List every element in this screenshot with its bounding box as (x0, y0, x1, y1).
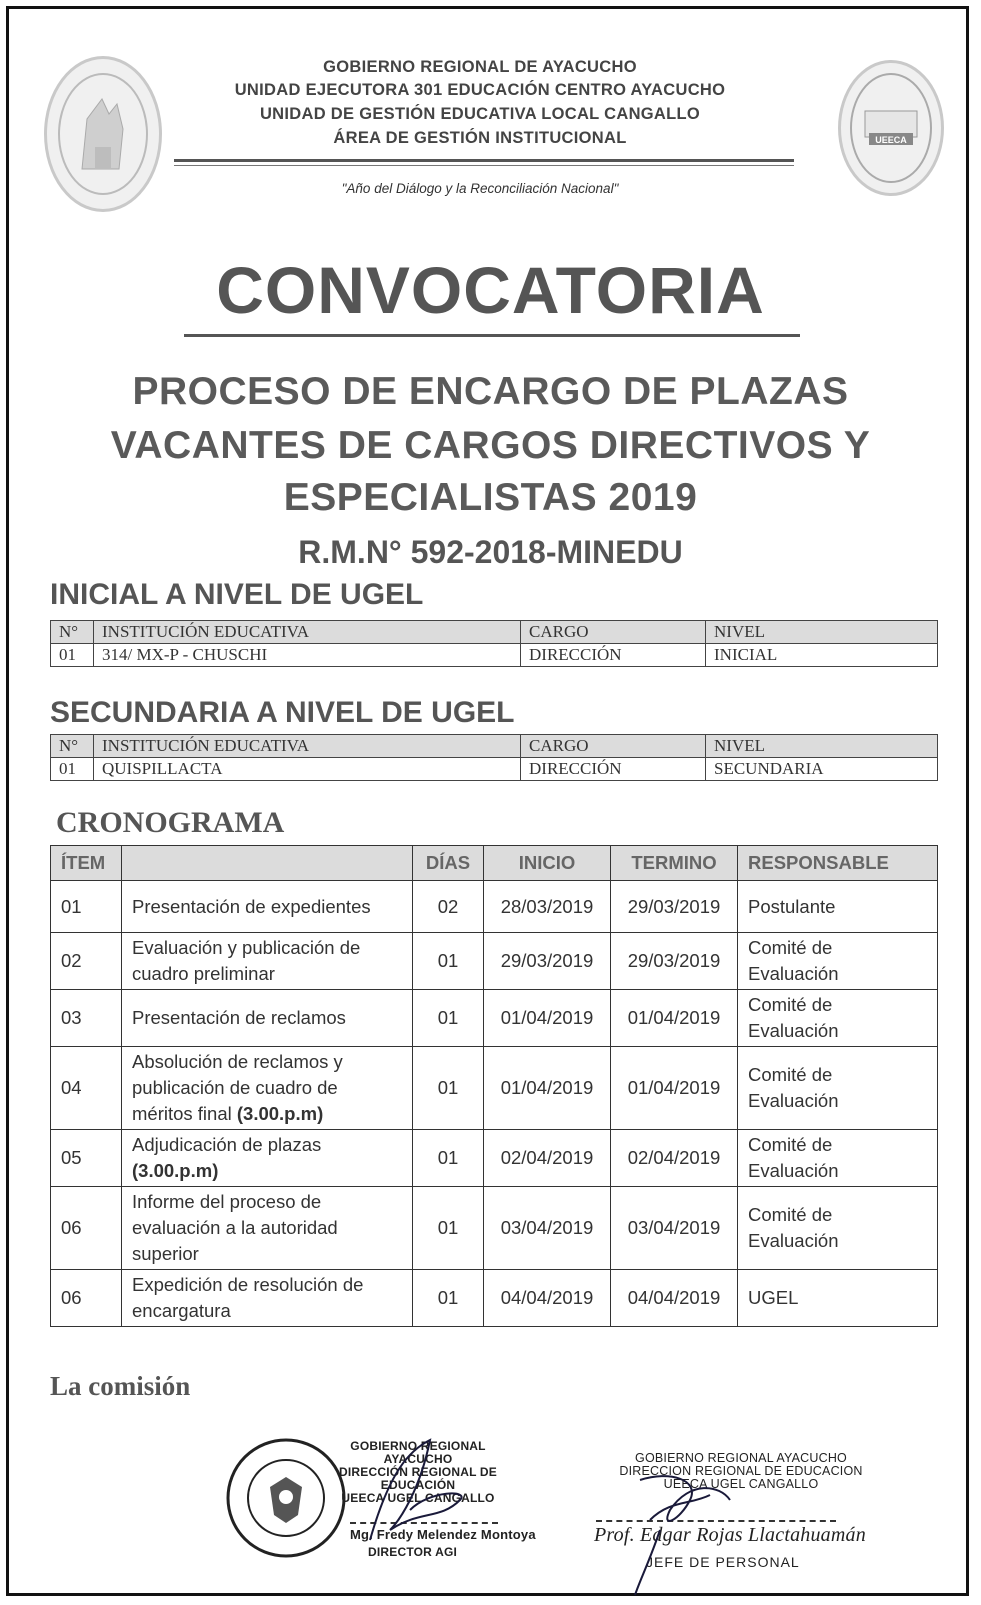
header-rule (174, 159, 794, 162)
regional-government-seal (44, 56, 162, 212)
cell-start: 01/04/2019 (484, 1047, 611, 1130)
cell-activity (122, 1187, 413, 1270)
activity-time: (3.00.p.m) (236, 1103, 324, 1124)
right-stamp-line: DIRECCION REGIONAL DE EDUCACION (619, 1464, 863, 1478)
title-underline (184, 334, 800, 337)
table-header-row (51, 735, 938, 758)
subtitle-line-1: PROCESO DE ENCARGO DE PLAZAS (132, 370, 849, 413)
col-responsible: RESPONSABLE (738, 846, 938, 881)
table-row (51, 1130, 938, 1187)
cell-institution: QUISPILLACTA (94, 758, 521, 781)
cell-item: 03 (51, 990, 122, 1047)
col-days: DÍAS (413, 846, 484, 881)
activity-text: Evaluación y publicación de cuadro preliminar (132, 937, 361, 984)
col-number: N° (51, 621, 94, 644)
left-signatory-role: DIRECTOR AGI (368, 1545, 458, 1559)
table-row (51, 933, 938, 990)
left-signatory-name: Mg. Fredy Melendez Montoya (350, 1527, 536, 1542)
cell-days: 01 (413, 990, 484, 1047)
table-row (51, 990, 938, 1047)
right-stamp-line: UEECA UGEL CANGALLO (663, 1477, 819, 1491)
cell-start: 28/03/2019 (484, 881, 611, 933)
cell-item: 06 (51, 1270, 122, 1327)
col-cargo: CARGO (521, 735, 706, 758)
left-stamp-line: DIRECCIÓN REGIONAL DE EDUCACIÓN (339, 1465, 497, 1492)
table-row (51, 1270, 938, 1327)
cell-start: 29/03/2019 (484, 933, 611, 990)
cell-start: 04/04/2019 (484, 1270, 611, 1327)
activity-text: Expedición de resolución de encargatura (132, 1274, 364, 1321)
cell-days: 02 (413, 881, 484, 933)
svg-text:UEECA: UEECA (875, 135, 907, 145)
subtitle-line-3: ESPECIALISTAS 2019 (283, 476, 698, 519)
cell-activity (122, 1130, 413, 1187)
cell-item: 02 (51, 933, 122, 990)
activity-text: Absolución de reclamos y publicación de cuadro de méritos final (132, 1051, 343, 1124)
cell-start: 03/04/2019 (484, 1187, 611, 1270)
cronograma-table (50, 845, 938, 1327)
cell-responsible: Comité de Evaluación (738, 1047, 938, 1130)
cell-institution: 314/ MX-P - CHUSCHI (94, 644, 521, 667)
cell-item: 01 (51, 881, 122, 933)
table-header-row (51, 846, 938, 881)
cell-days: 01 (413, 1187, 484, 1270)
cell-responsible: Comité de Evaluación (738, 1187, 938, 1270)
cell-end: 04/04/2019 (611, 1270, 738, 1327)
table-row (51, 644, 938, 667)
col-end: TERMINO (611, 846, 738, 881)
table-row (51, 881, 938, 933)
cell-responsible: Comité de Evaluación (738, 1130, 938, 1187)
cell-activity (122, 1270, 413, 1327)
col-institution: INSTITUCIÓN EDUCATIVA (94, 621, 521, 644)
cell-nivel: SECUNDARIA (706, 758, 938, 781)
col-nivel: NIVEL (706, 735, 938, 758)
cell-end: 01/04/2019 (611, 1047, 738, 1130)
cell-responsible: Comité de Evaluación (738, 933, 938, 990)
header-line-1: GOBIERNO REGIONAL DE AYACUCHO (323, 58, 637, 76)
header-line-3: UNIDAD DE GESTIÓN EDUCATIVA LOCAL CANGALLO (259, 105, 701, 123)
col-number: N° (51, 735, 94, 758)
activity-time: (3.00.p.m) (132, 1160, 219, 1181)
col-start: INICIO (484, 846, 611, 881)
cell-responsible: UGEL (738, 1270, 938, 1327)
table-row (51, 1047, 938, 1130)
cell-start: 01/04/2019 (484, 990, 611, 1047)
col-cargo: CARGO (521, 621, 706, 644)
right-stamp-line: GOBIERNO REGIONAL AYACUCHO (635, 1451, 847, 1465)
col-item: ÍTEM (51, 846, 122, 881)
secundaria-section-title: SECUNDARIA A NIVEL DE UGEL (50, 696, 515, 729)
cell-end: 01/04/2019 (611, 990, 738, 1047)
cell-responsible: Postulante (738, 881, 938, 933)
header-line-2: UNIDAD EJECUTORA 301 EDUCACIÓN CENTRO AYACUCHO (234, 81, 726, 99)
cell-number: 01 (51, 758, 94, 781)
cell-days: 01 (413, 1130, 484, 1187)
cell-activity (122, 1047, 413, 1130)
right-signatory-name: Prof. Edgar Rojas Llactahuamán (594, 1524, 866, 1546)
activity-text: Adjudicación de plazas (132, 1134, 322, 1155)
secundaria-table (50, 734, 938, 781)
col-activity (122, 846, 413, 881)
cell-activity (122, 990, 413, 1047)
activity-text: Informe del proceso de evaluación a la autoridad superior (132, 1191, 338, 1264)
commission-label: La comisión (50, 1371, 191, 1401)
right-signature (630, 1460, 750, 1600)
cell-item: 04 (51, 1047, 122, 1130)
cell-number: 01 (51, 644, 94, 667)
inicial-section-title: INICIAL A NIVEL DE UGEL (50, 578, 424, 611)
cell-cargo: DIRECCIÓN (521, 758, 706, 781)
table-row (51, 1187, 938, 1270)
header-line-4: ÁREA DE GESTIÓN INSTITUCIONAL (333, 129, 627, 147)
col-institution: INSTITUCIÓN EDUCATIVA (94, 735, 521, 758)
inicial-table (50, 620, 938, 667)
table-row (51, 758, 938, 781)
cell-item: 05 (51, 1130, 122, 1187)
header-rule-thin (174, 165, 794, 166)
cell-end: 03/04/2019 (611, 1187, 738, 1270)
cell-cargo: DIRECCIÓN (521, 644, 706, 667)
cronograma-title: CRONOGRAMA (56, 806, 285, 839)
cell-end: 02/04/2019 (611, 1130, 738, 1187)
resolution-number: R.M.N° 592-2018-MINEDU (298, 534, 683, 570)
activity-text: Presentación de reclamos (132, 1007, 346, 1028)
page-title: CONVOCATORIA (216, 253, 765, 327)
cell-end: 29/03/2019 (611, 933, 738, 990)
cell-days: 01 (413, 1047, 484, 1130)
col-nivel: NIVEL (706, 621, 938, 644)
cell-days: 01 (413, 933, 484, 990)
cell-responsible: Comité de Evaluación (738, 990, 938, 1047)
ueeca-seal (838, 60, 944, 196)
year-motto: "Año del Diálogo y la Reconciliación Nacional" (341, 181, 619, 196)
left-stamp-line: UEECA UGEL CANGALLO (341, 1491, 495, 1505)
activity-text: Presentación de expedientes (132, 895, 371, 917)
cell-nivel: INICIAL (706, 644, 938, 667)
right-signatory-role: JEFE DE PERSONAL (646, 1554, 800, 1570)
cell-item: 06 (51, 1187, 122, 1270)
cell-start: 02/04/2019 (484, 1130, 611, 1187)
subtitle-line-2: VACANTES DE CARGOS DIRECTIVOS Y (110, 424, 871, 467)
table-header-row (51, 621, 938, 644)
left-stamp-line: GOBIERNO REGIONAL AYACUCHO (350, 1439, 486, 1466)
left-signature (350, 1430, 490, 1560)
cell-end: 29/03/2019 (611, 881, 738, 933)
page-border (6, 6, 969, 1596)
cell-activity (122, 933, 413, 990)
cell-activity (122, 881, 413, 933)
cell-days: 01 (413, 1270, 484, 1327)
